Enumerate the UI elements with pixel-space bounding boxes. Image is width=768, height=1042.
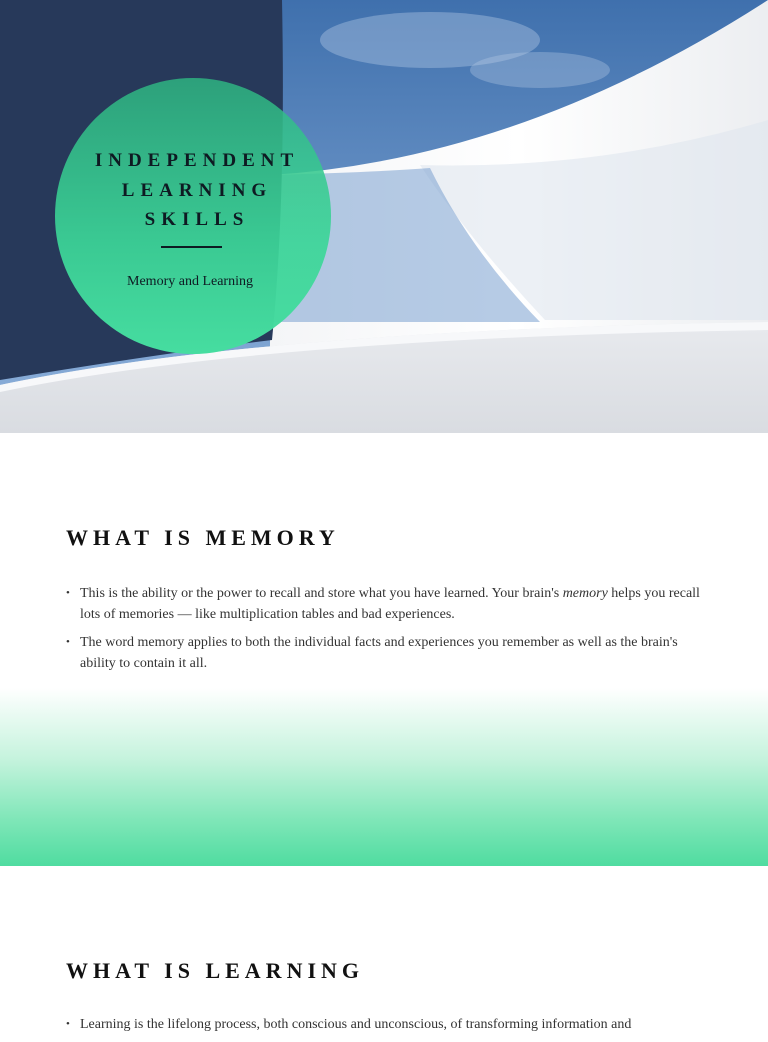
bullet-dot-icon: • [66,587,70,599]
green-gradient-band [0,688,768,866]
bullet-text-end: helps you recall lots of memories — like multiplication tables and bad experiences. [80,586,700,622]
bullet-text: The word memory applies to both the individual facts and experiences you remember as well as the brain's ability to contain it all. [80,635,678,671]
hero-title-line-1: INDEPENDENT [94,150,300,171]
memory-bullet-list [66,583,706,681]
hero-divider [161,246,222,248]
hero-title-line-2: LEARNING [121,179,273,201]
bullet-emphasis: memory [562,586,608,601]
bullet-text-start: This is the ability or the power to recall and store what you have learned. Your brain's [80,586,563,601]
list-item [66,632,706,674]
hero-banner [0,0,768,433]
bullet-text: Learning is the lifelong process, both conscious and unconscious, of transforming information and [80,1017,632,1032]
section-heading-learning: WHAT IS LEARNING [66,958,365,983]
learning-bullet-list [66,1014,706,1042]
hero-subtitle: Memory and Learning [127,274,253,289]
list-item [66,583,706,625]
hero-title [55,146,333,235]
bullet-dot-icon: • [66,1018,70,1030]
bullet-dot-icon: • [66,636,70,648]
section-heading-memory: WHAT IS MEMORY [66,525,340,550]
hero-title-line-3: SKILLS [144,209,250,230]
list-item [66,1014,706,1035]
